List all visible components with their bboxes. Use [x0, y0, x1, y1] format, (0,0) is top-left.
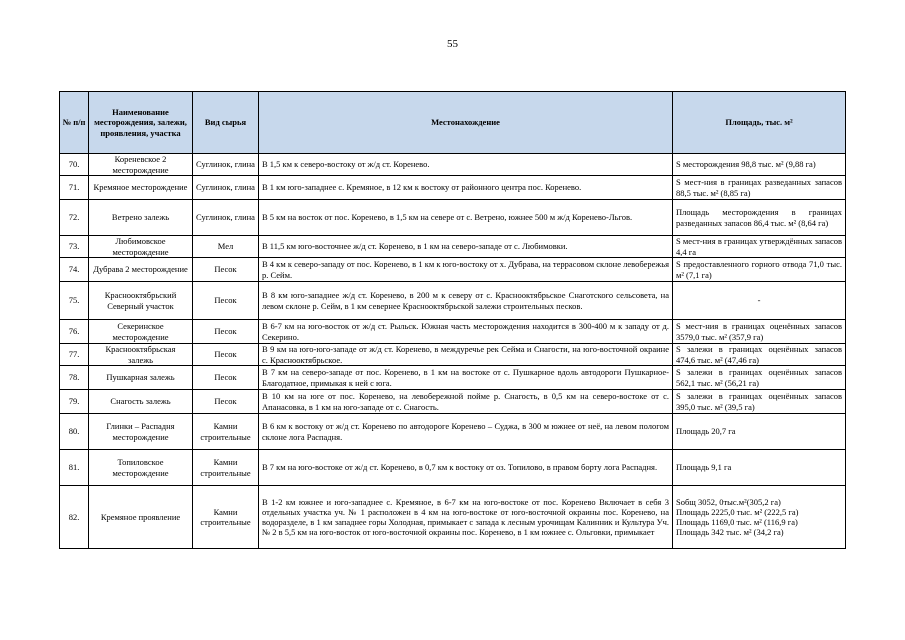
row-num: 81.	[60, 450, 89, 486]
row-name: Дубрава 2 месторождение	[89, 258, 193, 282]
row-area: Площадь месторождения в границах разведанных запасов 86,4 тыс. м² (8,64 га)	[673, 200, 846, 236]
row-num: 72.	[60, 200, 89, 236]
table-row	[60, 486, 846, 549]
row-num: 79.	[60, 390, 89, 414]
row-type: Песок	[193, 320, 259, 344]
row-num: 77.	[60, 344, 89, 366]
row-num: 80.	[60, 414, 89, 450]
table-row	[60, 200, 846, 236]
table-row	[60, 236, 846, 258]
row-location: В 6-7 км на юго-восток от ж/д ст. Рыльск. Южная часть месторождения находится в 300-400 м к западу от д. Секерино.	[259, 320, 673, 344]
row-type: Песок	[193, 390, 259, 414]
row-name: Кореневское 2 месторождение	[89, 154, 193, 176]
row-name: Ветрено залежь	[89, 200, 193, 236]
row-location: В 4 км к северо-западу от пос. Коренево, в 1 км к юго-востоку от х. Дубрава, на террасовом склоне левобережья р. Сейм.	[259, 258, 673, 282]
header-location: Местонахождение	[259, 92, 673, 154]
row-type: Мел	[193, 236, 259, 258]
row-name: Кремяное проявление	[89, 486, 193, 549]
row-type: Камни строительные	[193, 450, 259, 486]
row-area: S мест-ния в границах утверждённых запасов 4,4 га	[673, 236, 846, 258]
row-area: S месторождения 98,8 тыс. м² (9,88 га)	[673, 154, 846, 176]
table-row	[60, 282, 846, 320]
row-num: 78.	[60, 366, 89, 390]
row-type: Песок	[193, 282, 259, 320]
row-area: Площадь 9,1 га	[673, 450, 846, 486]
row-location: В 9 км на юго-юго-западе от ж/д ст. Коренево, в междуречье рек Сейма и Снагости, на юго-восточной окраине с. Краснооктябрьское.	[259, 344, 673, 366]
row-area: S залежи в границах оценённых запасов 562,1 тыс. м² (56,21 га)	[673, 366, 846, 390]
row-type: Песок	[193, 366, 259, 390]
row-type: Песок	[193, 344, 259, 366]
area-line: Площадь 2225,0 тыс. м² (222,5 га)	[676, 506, 799, 517]
row-num: 82.	[60, 486, 89, 549]
area-line: Площадь 342 тыс. м² (34,2 га)	[676, 527, 784, 538]
row-area: Площадь 20,7 га	[673, 414, 846, 450]
row-location: В 1 км юго-западнее с. Кремяное, в 12 км к востоку от районного центра пос. Коренево.	[259, 176, 673, 200]
header-area: Площадь, тыс. м²	[673, 92, 846, 154]
row-location: В 1,5 км к северо-востоку от ж/д ст. Коренево.	[259, 154, 673, 176]
row-name: Топиловское месторождение	[89, 450, 193, 486]
row-num: 75.	[60, 282, 89, 320]
row-num: 70.	[60, 154, 89, 176]
deposits-table	[59, 91, 846, 549]
row-type: Камни строительные	[193, 486, 259, 549]
row-name: Снагость залежь	[89, 390, 193, 414]
row-num: 73.	[60, 236, 89, 258]
row-location: В 10 км на юге от пос. Коренево, на левобережной пойме р. Снагость, в 0,5 км на северо-востоке от с. Апанасовка, в 1 км на юго-западе от с. Снагость.	[259, 390, 673, 414]
row-area: S залежи в границах оценённых запасов 395,0 тыс. м² (39,5 га)	[673, 390, 846, 414]
row-area: S мест-ния в границах разведанных запасов 88,5 тыс. м² (8,85 га)	[673, 176, 846, 200]
row-location: В 6 км к востоку от ж/д ст. Коренево по автодороге Коренево – Суджа, в 300 м южнее от неё, на левом пологом склоне лога Распадня.	[259, 414, 673, 450]
row-name: Любимовское месторождение	[89, 236, 193, 258]
row-num: 71.	[60, 176, 89, 200]
table-row	[60, 176, 846, 200]
row-location: В 7 км на северо-западе от пос. Коренево, в 1 км на востоке от с. Пушкарное вдоль автодороги Пушкарное-Благодатное, примыкая к ней с юга.	[259, 366, 673, 390]
row-name: Секеринское месторождение	[89, 320, 193, 344]
row-location: В 5 км на восток от пос. Коренево, в 1,5 км на севере от с. Ветрено, южнее 500 м ж/д Коренево-Льгов.	[259, 200, 673, 236]
row-type: Суглинок, глина	[193, 200, 259, 236]
row-type: Суглинок, глина	[193, 176, 259, 200]
row-num: 76.	[60, 320, 89, 344]
row-location: В 7 км на юго-востоке от ж/д ст. Коренево, в 0,7 км к востоку от оз. Топилово, в правом борту лога Распадня.	[259, 450, 673, 486]
row-name: Краснооктябрьская залежь	[89, 344, 193, 366]
table-row	[60, 320, 846, 344]
row-name: Пушкарная залежь	[89, 366, 193, 390]
table-row	[60, 414, 846, 450]
header-type: Вид сырья	[193, 92, 259, 154]
row-location: В 8 км юго-западнее ж/д ст. Коренево, в 200 м к северу от с. Краснооктябрьское Снаготского сельсовета, на левом склоне р. Сейм, в 1 км севернее Краснооктябрьской залежи строительных песков.	[259, 282, 673, 320]
row-area: S предоставленного горного отвода 71,0 тыс. м² (7,1 га)	[673, 258, 846, 282]
table-row	[60, 366, 846, 390]
row-area-lines	[673, 486, 846, 549]
table-row	[60, 390, 846, 414]
row-name: Краснооктябрьский Северный участок	[89, 282, 193, 320]
area-line: Sобщ 3052, 0тыс.м²(305,2 га)	[676, 496, 781, 507]
header-name: Наименование месторождения, залежи, проявления, участка	[89, 92, 193, 154]
row-type: Суглинок, глина	[193, 154, 259, 176]
row-num: 74.	[60, 258, 89, 282]
page-number: 55	[447, 38, 458, 50]
row-area: S залежи в границах оценённых запасов 474,6 тыс. м² (47,46 га)	[673, 344, 846, 366]
table-header-row	[60, 92, 846, 154]
area-line: Площадь 1169,0 тыс. м² (116,9 га)	[676, 517, 798, 527]
table-row	[60, 154, 846, 176]
header-num: № п/п	[60, 92, 89, 154]
row-type: Песок	[193, 258, 259, 282]
table-row	[60, 450, 846, 486]
row-location: В 1-2 км южнее и юго-западнее с. Кремяное, в 6-7 км на юго-востоке от пос. Коренево Включает в себя 3 отдельных участка уч. № 1 расположен в 4 км на юго-востоке от юго-восточной окраины пос. Коренево, на водоразделе, в 1 км западнее горы Холодная, примыкает с запада к лесным урочищам Калинник и Культура Уч. № 2 в 5,5 км на юго-восток от юго-восточной окраины пос. Коренево, в 1 км южнее с. Ольговки, примыкает	[259, 486, 673, 549]
row-name: Глинки – Распадня месторождение	[89, 414, 193, 450]
row-area: -	[673, 282, 846, 320]
row-name: Кремяное месторождение	[89, 176, 193, 200]
row-type: Камни строительные	[193, 414, 259, 450]
table-row	[60, 258, 846, 282]
row-area: S мест-ния в границах оценённых запасов 3579,0 тыс. м² (357,9 га)	[673, 320, 846, 344]
row-location: В 11,5 км юго-восточнее ж/д ст. Коренево, в 1 км на северо-западе от с. Любимовки.	[259, 236, 673, 258]
table-row	[60, 344, 846, 366]
